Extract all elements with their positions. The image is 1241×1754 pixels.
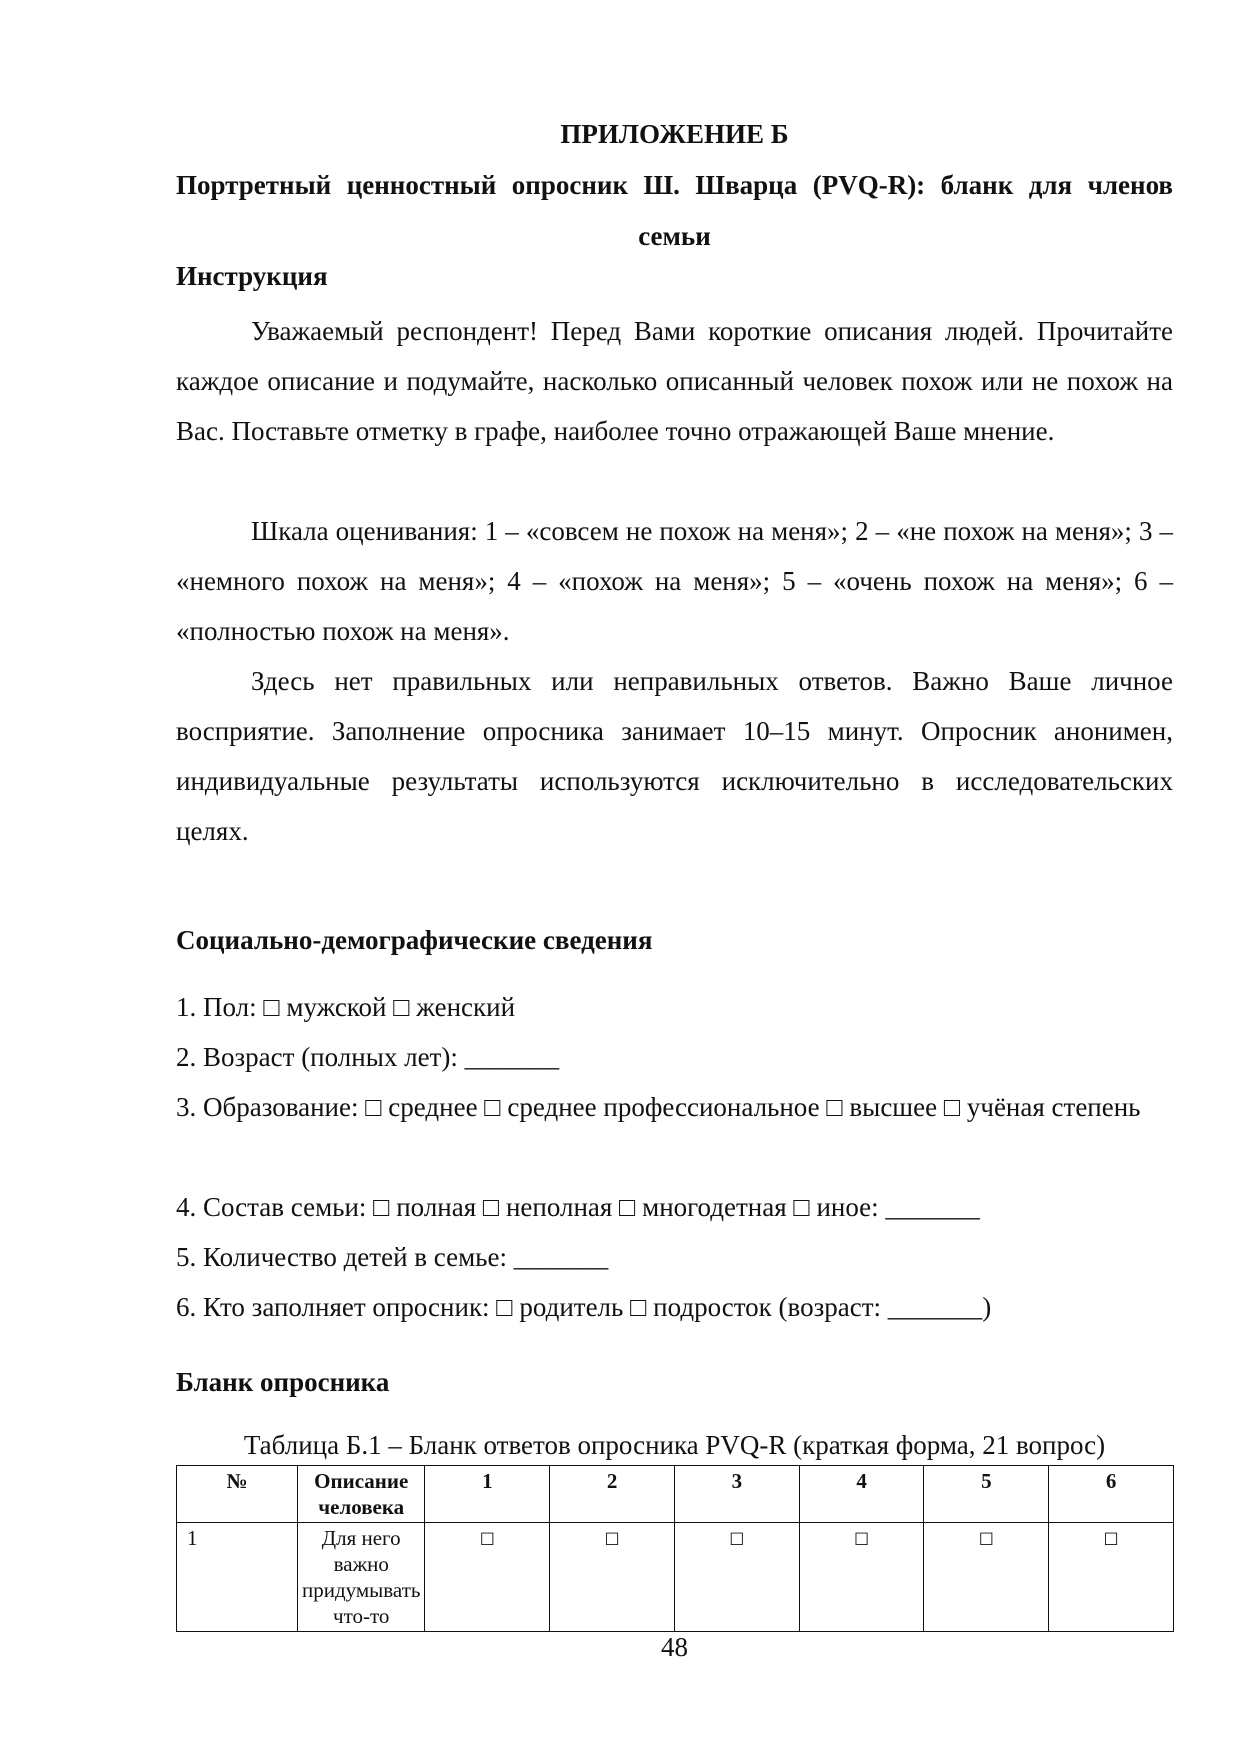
demographic-question-children: 5. Количество детей в семье: _______ (176, 1242, 609, 1272)
header-score-3: 3 (674, 1466, 799, 1523)
checkbox-score-1[interactable]: ☐ (479, 1530, 495, 1550)
checkbox-score-5[interactable]: ☐ (978, 1530, 994, 1550)
instruction-paragraph-3: Здесь нет правильных или неправильных ответов. Важно Ваше личное восприятие. Заполнение опросника занимает 10–15 минут. Опросник анонимен, индивидуальные результаты используются исключительно в исследовательских целях. (176, 666, 1173, 846)
answers-table (176, 1465, 1174, 1632)
row-description: Для него важно придумывать что-то (298, 1523, 425, 1632)
header-score-2: 2 (550, 1466, 675, 1523)
score-cell[interactable] (550, 1523, 675, 1632)
form-heading: Бланк опросника (176, 1367, 390, 1397)
instruction-heading: Инструкция (176, 261, 328, 291)
table-header-row (177, 1466, 1174, 1523)
checkbox-score-4[interactable]: ☐ (853, 1530, 870, 1550)
checkbox-score-2[interactable]: ☐ (604, 1530, 620, 1550)
checkbox-score-3[interactable]: ☐ (729, 1530, 745, 1550)
subtitle-line-2: семьи (638, 221, 711, 251)
instruction-paragraph-2: Шкала оценивания: 1 – «совсем не похож на меня»; 2 – «не похож на меня»; 3 – «немного похож на меня»; 4 – «похож на меня»; 5 – «очень похож на меня»; 6 – «полностью похож на меня». (176, 516, 1173, 646)
demographic-question-respondent: 6. Кто заполняет опросник: □ родитель □ подросток (возраст: _______) (176, 1292, 992, 1322)
demographic-question-family: 4. Состав семьи: □ полная □ неполная □ многодетная □ иное: _______ (176, 1192, 980, 1222)
instruction-paragraph-1: Уважаемый респондент! Перед Вами короткие описания людей. Прочитайте каждое описание и подумайте, насколько описанный человек похож или не похож на Вас. Поставьте отметку в графе, наиболее точно отражающей Ваше мнение. (176, 316, 1173, 446)
appendix-title: ПРИЛОЖЕНИЕ Б (560, 119, 789, 149)
row-number: 1 (177, 1523, 298, 1632)
header-score-6: 6 (1049, 1466, 1174, 1523)
score-cell[interactable] (1049, 1523, 1174, 1632)
header-description: Описание человека (298, 1466, 425, 1523)
demographic-question-gender: 1. Пол: □ мужской □ женский (176, 992, 516, 1022)
document-subtitle (176, 160, 1173, 262)
demographic-question-education: 3. Образование: □ среднее □ среднее профессиональное □ высшее □ учёная степень (176, 1092, 1141, 1122)
score-cell[interactable] (924, 1523, 1049, 1632)
subtitle-line-1: Портретный ценностный опросник Ш. Шварца (PVQ-R): бланк для членов (176, 170, 1173, 200)
header-score-4: 4 (799, 1466, 924, 1523)
header-number: № (177, 1466, 298, 1523)
score-cell[interactable] (425, 1523, 550, 1632)
score-cell[interactable] (799, 1523, 924, 1632)
header-score-1: 1 (425, 1466, 550, 1523)
checkbox-score-6[interactable]: ☐ (1103, 1530, 1119, 1550)
table-row (177, 1523, 1174, 1632)
demographic-question-age: 2. Возраст (полных лет): _______ (176, 1042, 560, 1072)
table-caption: Таблица Б.1 – Бланк ответов опросника PVQ-R (краткая форма, 21 вопрос) (243, 1430, 1106, 1460)
score-cell[interactable] (674, 1523, 799, 1632)
page-number: 48 (661, 1632, 688, 1662)
header-score-5: 5 (924, 1466, 1049, 1523)
demographics-heading: Социально-демографические сведения (176, 925, 653, 955)
